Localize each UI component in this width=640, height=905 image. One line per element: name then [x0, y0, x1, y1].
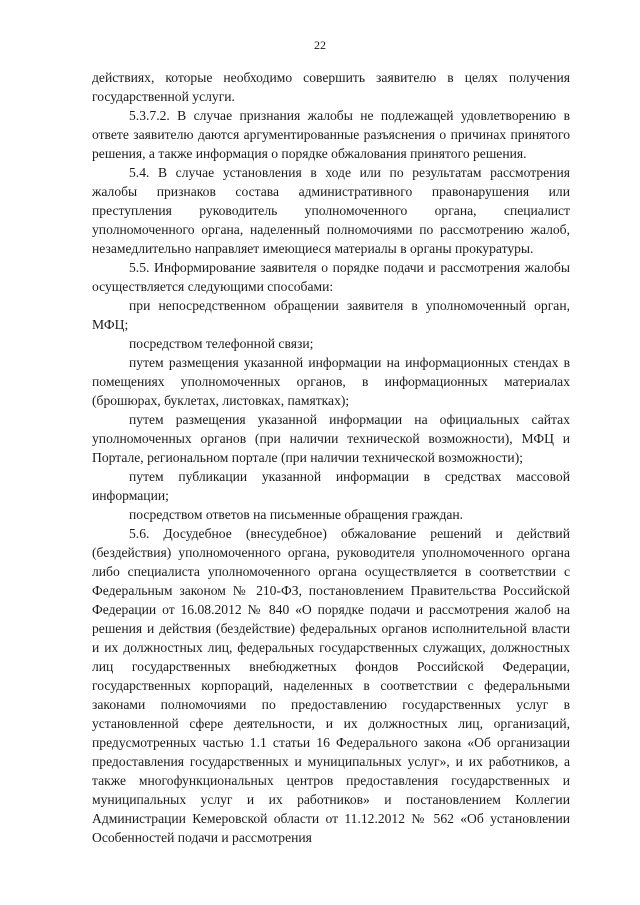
paragraph-5-5: 5.5. Информирование заявителя о порядке подачи и рассмотрения жалобы осуществляется следующими способами: [92, 260, 570, 294]
list-item-direct-appeal: при непосредственном обращении заявителя в уполномоченный орган, МФЦ; [92, 298, 570, 332]
list-item-written-responses: посредством ответов на письменные обращения граждан. [129, 507, 464, 522]
paragraph-5-4: 5.4. В случае установления в ходе или по результатам рассмотрения жалобы признаков состава административного правонарушения или преступления руководитель уполномоченного органа, специалист уполномоченного органа, наделенный полномочиями по рассмотрению жалоб, незамедлительно направляет имеющиеся материалы в органы прокуратуры. [92, 165, 570, 256]
page-number: 22 [314, 38, 326, 52]
list-item-mass-media: путем публикации указанной информации в средствах массовой информации; [92, 469, 570, 503]
document-body [92, 68, 570, 847]
paragraph-5-3-7-2: 5.3.7.2. В случае признания жалобы не подлежащей удовлетворению в ответе заявителю даются аргументированные разъяснения о причинах принятого решения, а также информация о порядке обжалования принятого решения. [92, 108, 570, 161]
paragraph-continuation: действиях, которые необходимо совершить заявителю в целях получения государственной услуги. [92, 70, 570, 104]
list-item-telephone: посредством телефонной связи; [129, 336, 314, 351]
paragraph-5-6: 5.6. Досудебное (внесудебное) обжалование решений и действий (бездействия) уполномоченного органа, руководителя уполномоченного органа либо специалиста уполномоченного органа осуществляется в соответствии с Федеральным законом № 210-ФЗ, постановлением Правительства Российской Федерации от 16.08.2012 № 840 «О порядке подачи и рассмотрения жалоб на решения и действия (бездействие) федеральных органов исполнительной власти и их должностных лиц, федеральных государственных служащих, должностных лиц государственных внебюджетных фондов Российской Федерации, государственных корпораций, наделенных в соответствии с федеральными законами полномочиями по предоставлению государственных услуг в установленной сфере деятельности, и их должностных лиц, организаций, предусмотренных частью 1.1 статьи 16 Федерального закона «Об организации предоставления государственных и муниципальных услуг», и их работников, а также многофункциональных центров предоставления государственных и муниципальных услуг и их работников» и постановлением Коллегии Администрации Кемеровской области от 11.12.2012 № 562 «Об установлении Особенностей подачи и рассмотрения [92, 526, 570, 845]
list-item-info-stands: путем размещения указанной информации на информационных стендах в помещениях уполномоченных органов, в информационных материалах (брошюрах, буклетах, листовках, памятках); [92, 355, 570, 408]
list-item-official-sites: путем размещения указанной информации на официальных сайтах уполномоченных органов (при наличии технической возможности), МФЦ и Портале, региональном портале (при наличии технической возможности); [92, 412, 570, 465]
